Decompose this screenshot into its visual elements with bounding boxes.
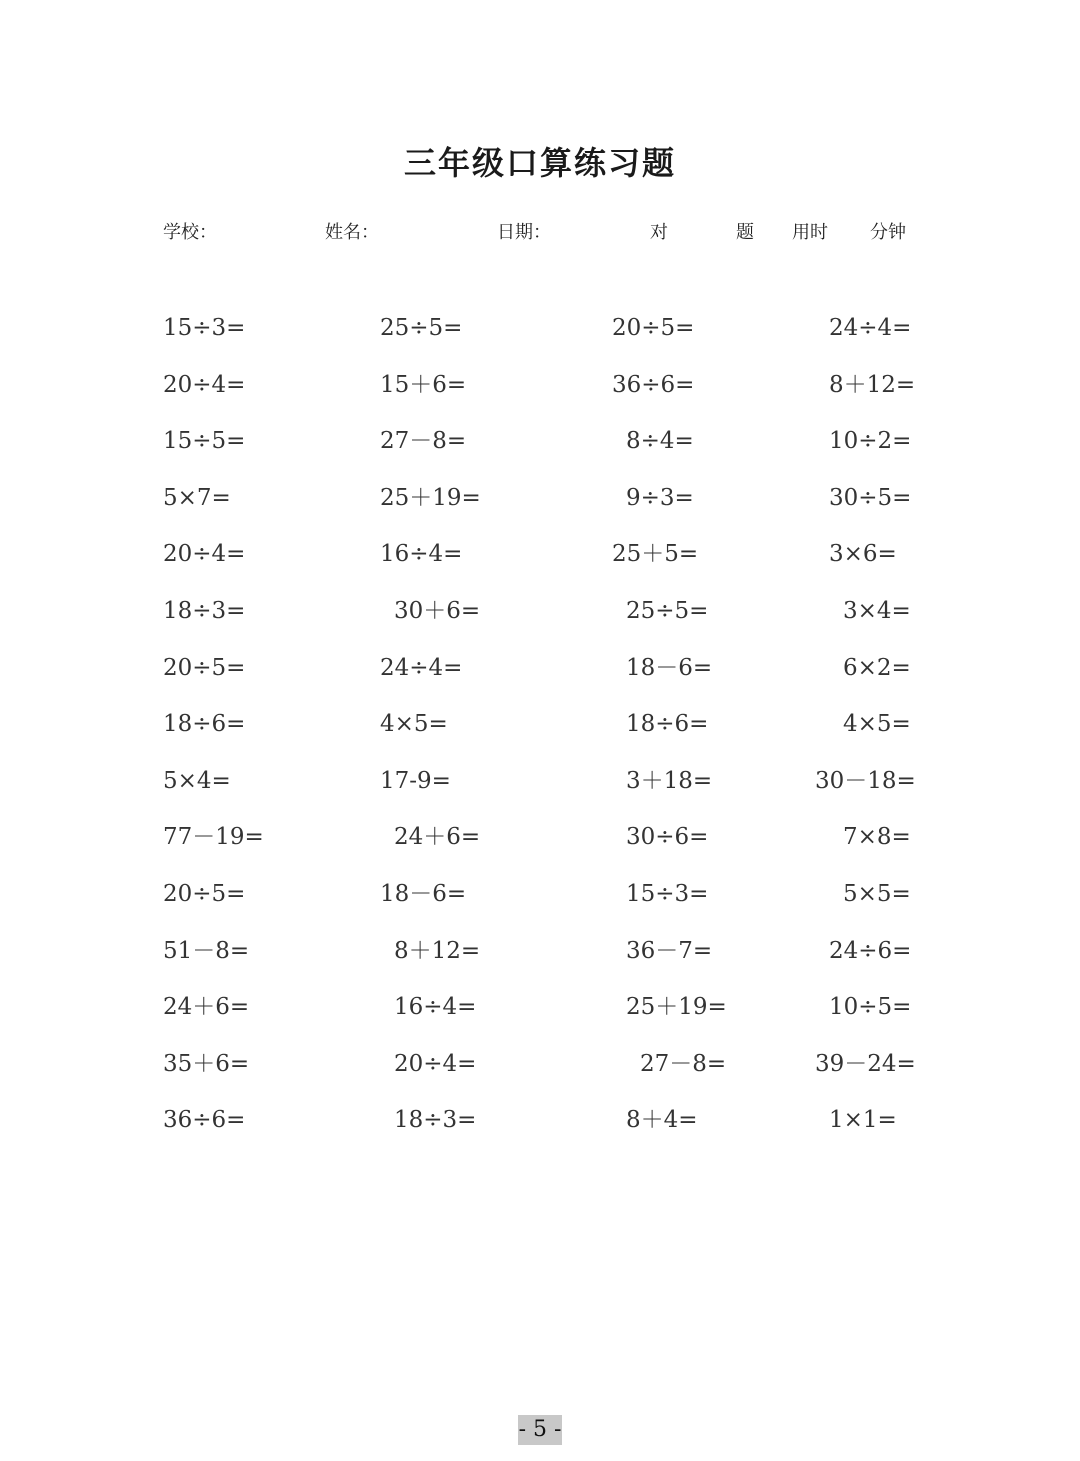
problem-item: 8÷4= (626, 428, 694, 454)
problem-item: 24÷4= (380, 655, 463, 681)
problem-item: 4×5= (380, 711, 448, 737)
problem-item: 8＋12= (829, 372, 916, 398)
problem-item: 10÷2= (829, 428, 912, 454)
school-label: 学校： (163, 222, 217, 243)
page-title: 三年级口算练习题 (403, 144, 676, 182)
problem-item: 25＋19= (380, 485, 481, 511)
problem-item: 5×4= (163, 768, 231, 794)
problem-item: 20÷4= (163, 372, 246, 398)
problem-item: 30＋6= (394, 598, 481, 624)
page-number: - 5 - (518, 1415, 562, 1445)
problem-item: 18－6= (380, 881, 467, 907)
problem-item: 24＋6= (163, 994, 250, 1020)
problem-item: 15÷5= (163, 428, 246, 454)
problem-item: 8＋4= (626, 1107, 698, 1133)
problem-item: 27－8= (380, 428, 467, 454)
problem-item: 35＋6= (163, 1051, 250, 1077)
time-used-label: 用时 (792, 222, 828, 243)
problem-item: 36÷6= (163, 1107, 246, 1133)
problem-item: 15÷3= (626, 881, 709, 907)
problem-item: 20÷5= (612, 315, 695, 341)
problem-item: 5×5= (843, 881, 911, 907)
problem-item: 6×2= (843, 655, 911, 681)
problem-item: 1×1= (829, 1107, 897, 1133)
questions-label: 题 (736, 222, 754, 243)
problem-item: 24÷4= (829, 315, 912, 341)
problem-item: 3×4= (843, 598, 911, 624)
name-label: 姓名： (325, 222, 379, 243)
correct-label: 对 (650, 222, 668, 243)
problem-item: 20÷5= (163, 655, 246, 681)
problem-item: 8＋12= (394, 938, 481, 964)
problem-item: 25÷5= (626, 598, 709, 624)
problem-item: 30－18= (815, 768, 916, 794)
problem-item: 20÷5= (163, 881, 246, 907)
problem-item: 18－6= (626, 655, 713, 681)
problem-item: 3×6= (829, 541, 897, 567)
problem-item: 25÷5= (380, 315, 463, 341)
problem-item: 18÷6= (163, 711, 246, 737)
problem-item: 20÷4= (394, 1051, 477, 1077)
problem-item: 39－24= (815, 1051, 916, 1077)
date-label: 日期： (497, 222, 551, 243)
problem-item: 25＋19= (626, 994, 727, 1020)
problem-item: 24÷6= (829, 938, 912, 964)
problem-item: 18÷3= (394, 1107, 477, 1133)
problem-item: 18÷3= (163, 598, 246, 624)
problem-item: 4×5= (843, 711, 911, 737)
problem-item: 30÷6= (626, 824, 709, 850)
problem-item: 5×7= (163, 485, 231, 511)
problem-item: 36－7= (626, 938, 713, 964)
problem-item: 20÷4= (163, 541, 246, 567)
problem-item: 36÷6= (612, 372, 695, 398)
problem-item: 30÷5= (829, 485, 912, 511)
problem-item: 16÷4= (380, 541, 463, 567)
minutes-label: 分钟 (870, 222, 906, 243)
problem-item: 7×8= (843, 824, 911, 850)
problem-item: 9÷3= (626, 485, 694, 511)
problem-item: 15÷3= (163, 315, 246, 341)
problem-item: 3＋18= (626, 768, 713, 794)
problem-item: 15＋6= (380, 372, 467, 398)
problem-item: 10÷5= (829, 994, 912, 1020)
problem-item: 16÷4= (394, 994, 477, 1020)
problem-item: 77－19= (163, 824, 264, 850)
problem-item: 27－8= (640, 1051, 727, 1077)
problem-item: 18÷6= (626, 711, 709, 737)
problem-item: 24＋6= (394, 824, 481, 850)
problem-item: 25＋5= (612, 541, 699, 567)
problem-item: 51－8= (163, 938, 250, 964)
problem-item: 17-9= (380, 768, 451, 794)
